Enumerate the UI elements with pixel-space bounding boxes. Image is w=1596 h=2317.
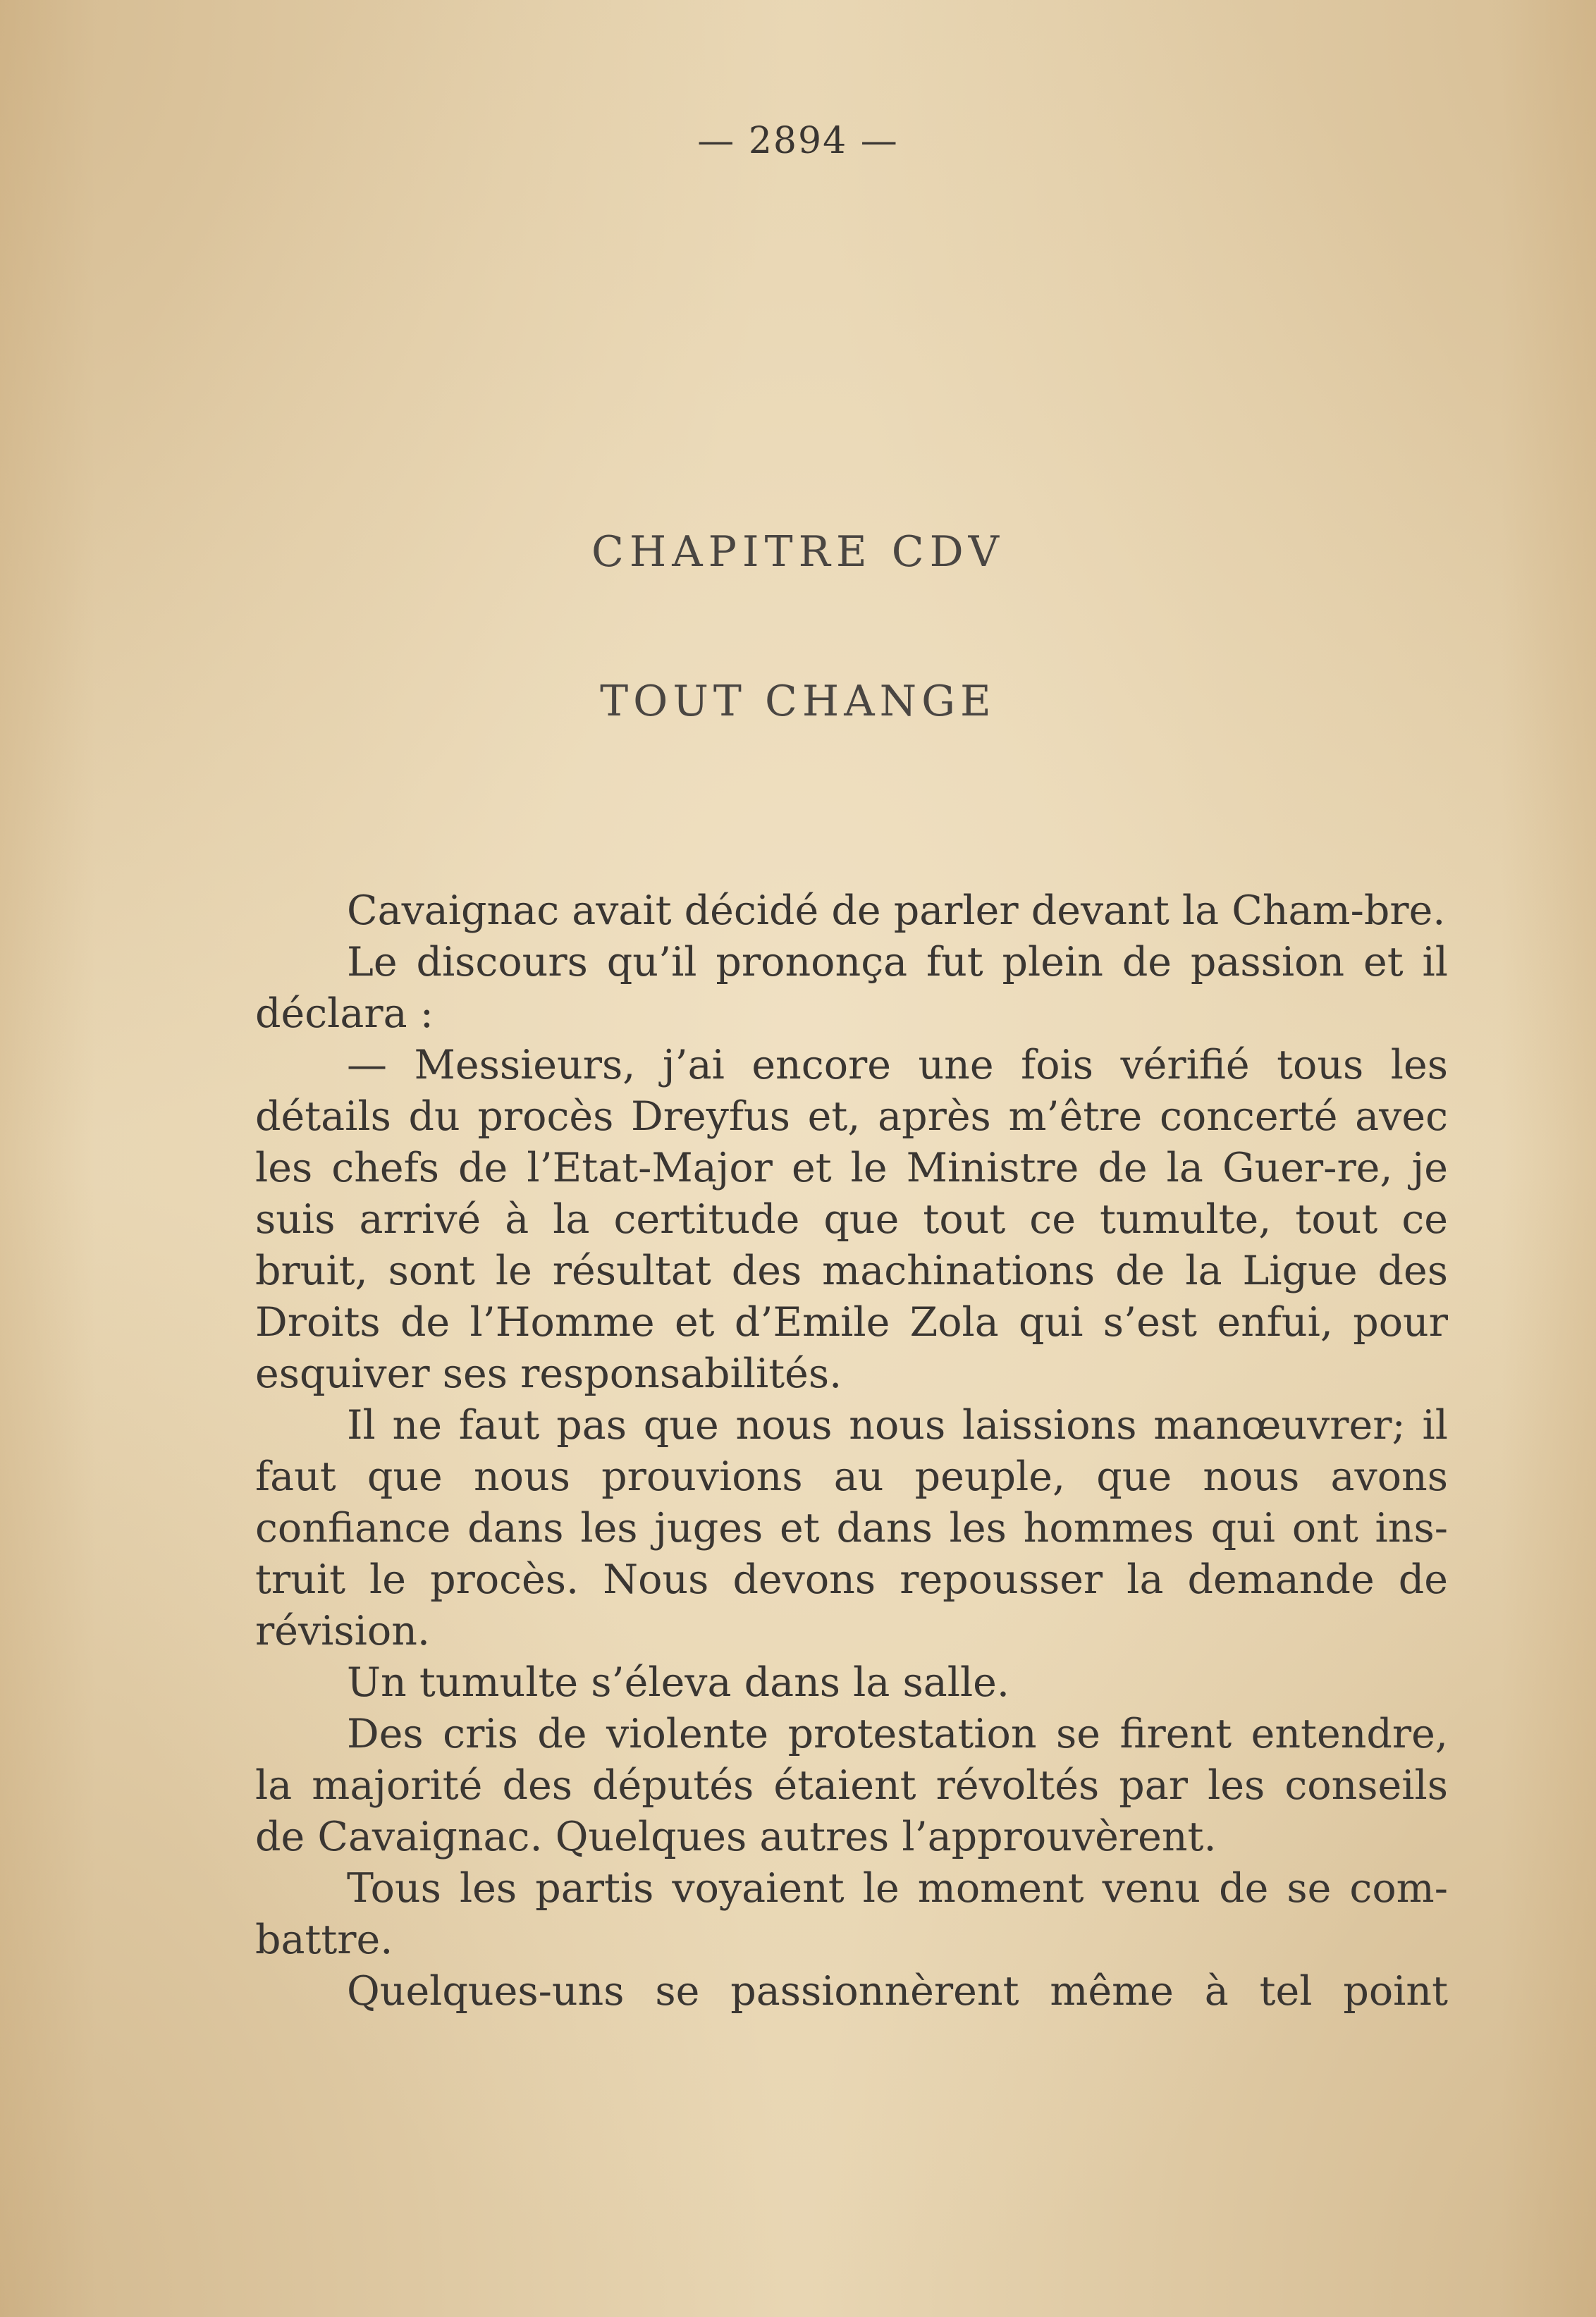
paragraph: Tous les partis voyaient le moment venu de se com-battre. [255, 1865, 1448, 1963]
body-text [255, 885, 1448, 2017]
chapter-subtitle: TOUT CHANGE [600, 677, 996, 726]
page-number: — 2894 — [697, 120, 899, 162]
paragraph: Le discours qu’il prononça fut plein de passion et il déclara : [255, 939, 1448, 1037]
paragraph: Un tumulte s’éleva dans la salle. [347, 1659, 1010, 1706]
paragraph: — Messieurs, j’ai encore une fois vérifié tous les détails du procès Dreyfus et, après m’être concerté avec les chefs de l’Etat-Major et le Ministre de la Guer-re, je suis arrivé à la certitude que tout ce tumulte, tout ce bruit, sont le résultat des machinations de la Ligue des Droits de l’Homme et d’Emile Zola qui s’est enfui, pour esquiver ses responsabilités. [255, 1042, 1448, 1397]
paragraph: Cavaignac avait décidé de parler devant la Cham-bre. [347, 887, 1446, 934]
paragraph: Il ne faut pas que nous nous laissions manœuvrer; il faut que nous prouvions au peuple, que nous avons confiance dans les juges et dans les hommes qui ont ins-truit le procès. Nous devons repousser la demande de révision. [255, 1402, 1448, 1654]
chapter-title: CHAPITRE CDV [591, 527, 1005, 577]
paragraph: Quelques-uns se passionnèrent même à tel point [347, 1968, 1448, 2015]
paragraph: Des cris de violente protestation se firent entendre, la majorité des députés étaient révoltés par les conseils de Cavaignac. Quelques autres l’approuvèrent. [255, 1711, 1448, 1860]
